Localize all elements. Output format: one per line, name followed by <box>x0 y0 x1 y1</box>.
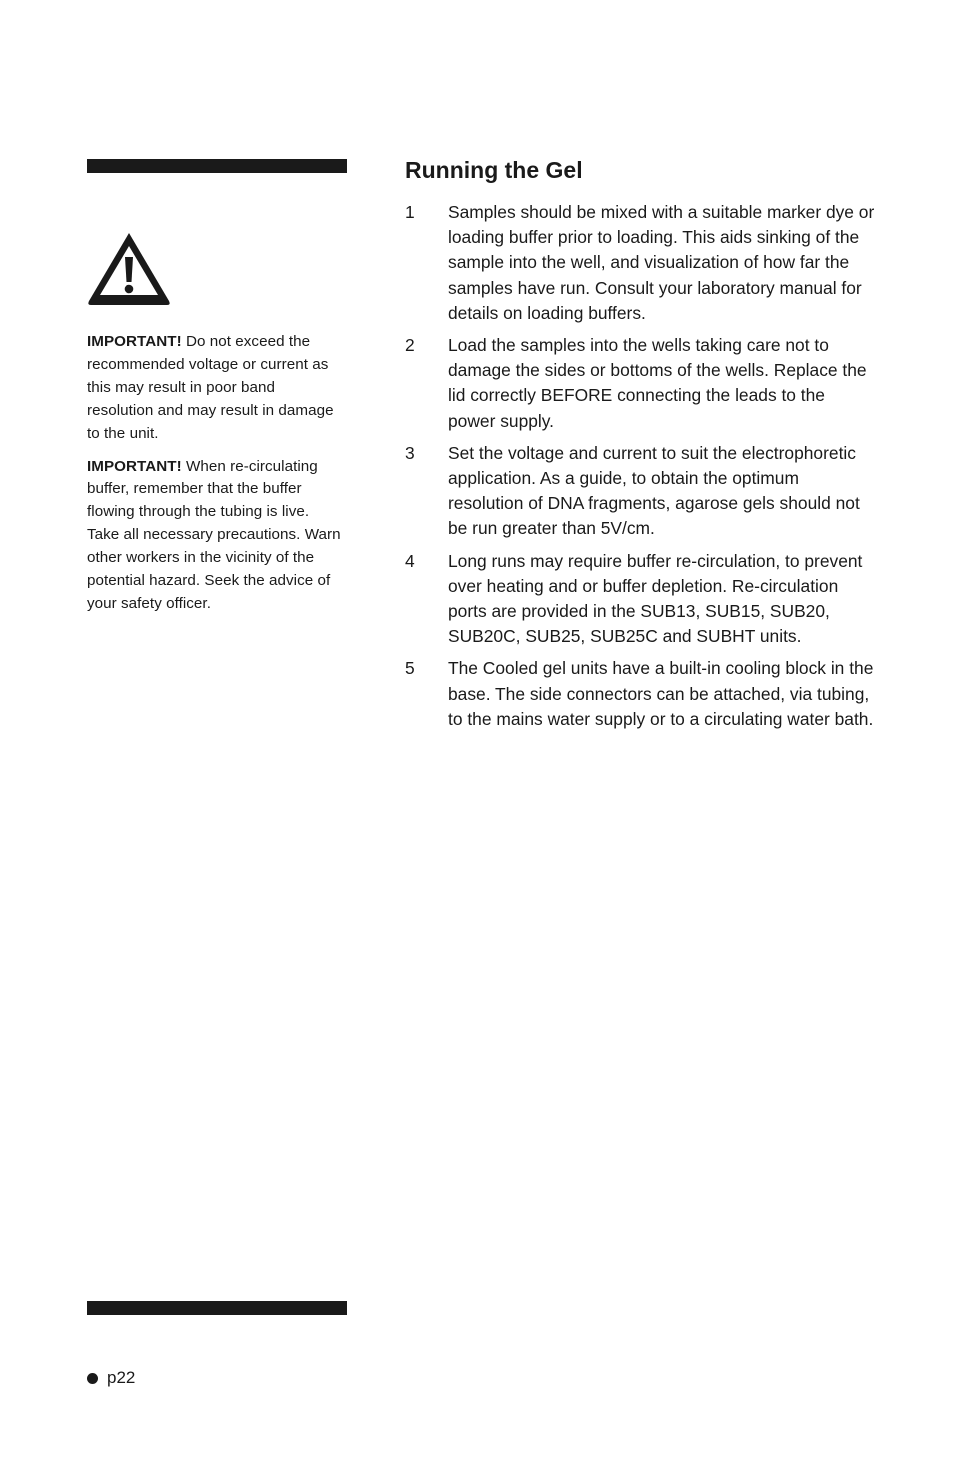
step-number: 3 <box>405 442 415 463</box>
step-number: 1 <box>405 202 415 222</box>
bottom-divider-bar <box>87 1301 347 1315</box>
step-list <box>405 200 875 732</box>
step-number: 2 <box>405 335 415 356</box>
page-number: p22 <box>107 1368 136 1387</box>
important-note-recirculating <box>87 456 342 616</box>
page-footer <box>87 1367 135 1389</box>
warning-triangle-icon <box>85 229 173 307</box>
step-text: The Cooled gel units have a built-in cooling block in the base. The side connectors can be attached, via tubing, to the mains water supply or to a circulating water bath. <box>448 658 874 729</box>
safety-notes <box>87 331 342 626</box>
step-text: Samples should be mixed with a suitable marker dye or loading buffer prior to loading. This aids sinking of the sample into the well, and visualization of how far the samples have run. Consult your laboratory manual for details on loading buffers. <box>448 202 875 323</box>
step-item <box>405 200 875 326</box>
step-number: 4 <box>405 550 415 571</box>
main-content <box>405 154 875 739</box>
note-label: IMPORTANT! <box>87 457 182 475</box>
bullet-dot-icon <box>87 1373 98 1384</box>
important-note-voltage <box>87 331 342 446</box>
note-label: IMPORTANT! <box>87 333 182 350</box>
note-text: Do not exceed the recommended voltage or current as this may result in poor band resolution and may result in damage to the unit. <box>87 333 334 442</box>
step-item <box>405 549 875 650</box>
note-text: When re-circulating buffer, remember that the buffer flowing through the tubing is live. Take all necessary precautions. Warn other workers in the vicinity of the potential hazard. Seek the advice of your safety officer. <box>87 457 341 612</box>
step-text: Set the voltage and current to suit the electrophoretic application. As a guide, to obtain the optimum resolution of DNA fragments, agarose gels should not be run greater than 5V/cm. <box>448 442 860 539</box>
section-title: Running the Gel <box>405 157 583 183</box>
top-divider-bar <box>87 159 347 173</box>
step-item <box>405 441 875 542</box>
step-item <box>405 333 875 434</box>
step-text: Long runs may require buffer re-circulation, to prevent over heating and or buffer depletion. Re-circulation ports are provided in the SUB13, SUB15, SUB20, SUB20C, SUB25, SUB25C and SUBHT units. <box>448 550 863 647</box>
step-number: 5 <box>405 658 415 679</box>
step-text: Load the samples into the wells taking care not to damage the sides or bottoms of the wells. Replace the lid correctly BEFORE connecting the leads to the power supply. <box>448 335 867 431</box>
step-item <box>405 656 875 732</box>
